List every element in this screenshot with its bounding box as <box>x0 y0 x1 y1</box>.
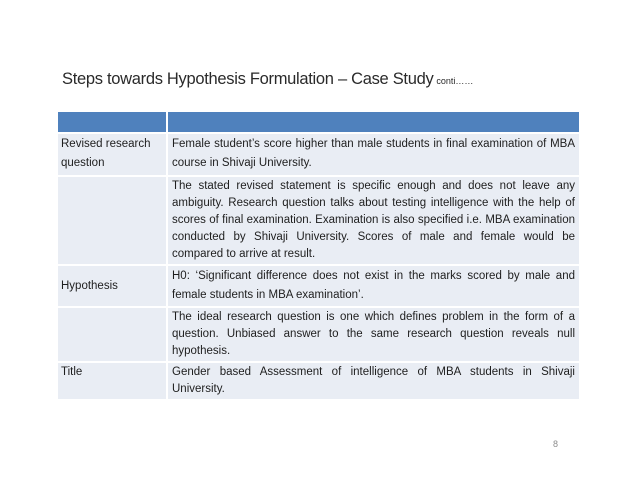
slide-title <box>62 70 622 89</box>
table-row-revised-explanation <box>58 177 579 266</box>
table-row-hypothesis-explanation <box>58 308 579 363</box>
row-content-title: Gender based Assessment of intelligence of MBA students in Shivaji University. <box>168 363 579 401</box>
row-label-empty <box>58 177 168 266</box>
case-study-table <box>58 112 579 401</box>
row-content-revised-question: Female student’s score higher than male students in final examination of MBA course in Shivaji University. <box>168 134 579 177</box>
table-row-title <box>58 363 579 401</box>
page-number: 8 <box>553 439 559 449</box>
slide-title-main: Steps towards Hypothesis Formulation – Case Study <box>62 70 434 88</box>
row-label-empty <box>58 308 168 363</box>
slide-title-suffix: conti…… <box>436 76 474 86</box>
row-label-title: Title <box>58 363 168 401</box>
row-content-revised-explanation: The stated revised statement is specific enough and does not leave any ambiguity. Research question talks about testing intelligence with the help of scores of final examination. Examination is also specified i.e. MBA examination conducted by Shivaji University. Scores of male and female would be compared to arrive at result. <box>168 177 579 266</box>
row-content-hypothesis-explanation: The ideal research question is one which defines problem in the form of a question. Unbiased answer to the same research question reveals null hypothesis. <box>168 308 579 363</box>
table-header-row <box>58 112 579 134</box>
table-row-hypothesis <box>58 266 579 308</box>
table-header-cell-label <box>58 112 168 134</box>
row-label-revised-question: Revised research question <box>58 134 168 177</box>
table-row-revised-question <box>58 134 579 177</box>
row-label-hypothesis: Hypothesis <box>58 266 168 308</box>
table-header-cell-content <box>168 112 579 134</box>
row-content-hypothesis: H0: ‘Significant difference does not exist in the marks scored by male and female students in MBA examination’. <box>168 266 579 308</box>
